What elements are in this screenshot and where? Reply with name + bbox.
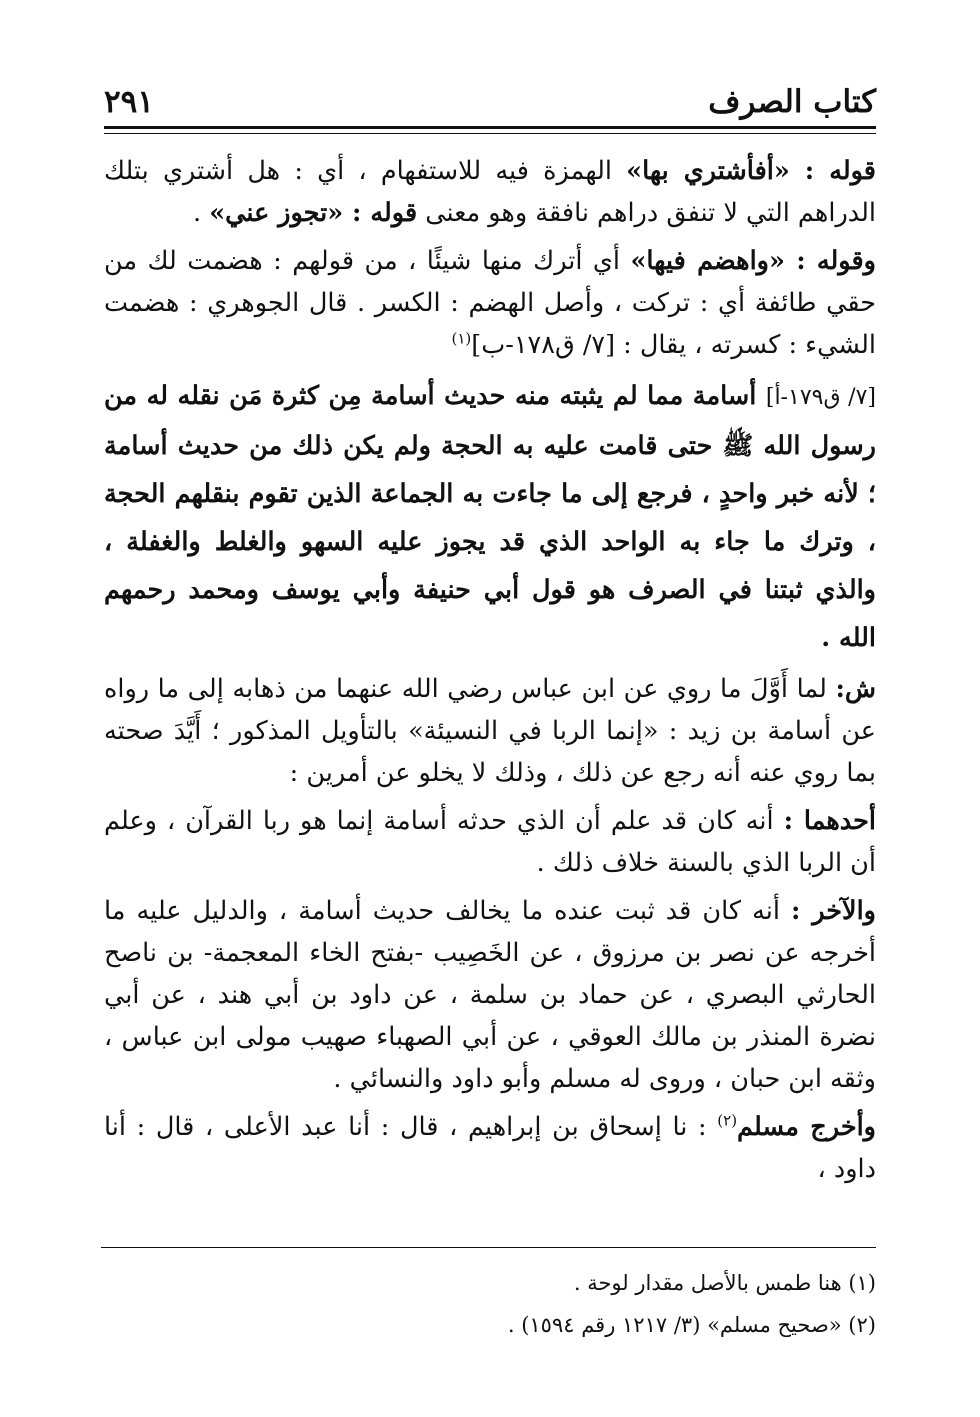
paragraph-lead: والآخر : xyxy=(790,896,876,926)
paragraph-text: أي أترك منها شيئًا ، من قولهم : هضمت لك من حقي طائفة أي : تركت ، وأصل الهضم : الكسر . قال الجوهري : هضمت الشيء : كسرته ، يقال : [٧/ ق١٧٨-ب] xyxy=(104,246,876,360)
page-number: ٢٩١ xyxy=(104,84,154,120)
footnotes xyxy=(104,1262,876,1346)
paragraph-lead: وقوله : «واهضم فيها» xyxy=(630,246,876,276)
paragraph-text: الهمزة فيه للاستفهام ، أي : هل أشتري بتلك الدراهم التي لا تنفق دراهم نافقة وهو معنى xyxy=(104,156,876,228)
footnote-marker: (١) xyxy=(451,329,472,348)
paragraph-text: : نا إسحاق بن إبراهيم ، قال : أنا عبد الأعلى ، قال : أنا داود ، xyxy=(104,1112,876,1184)
footnote-rule xyxy=(101,1247,876,1248)
header-rule-thick xyxy=(104,126,876,129)
paragraph-2 xyxy=(104,240,876,366)
paragraph-1 xyxy=(104,150,876,234)
paragraph-4 xyxy=(104,668,876,794)
page-header xyxy=(104,72,876,118)
paragraph-text: أنه كان قد ثبت عنده ما يخالف حديث أسامة ، والدليل عليه ما أخرجه عن نصر بن مرزوق ، عن الخَصِيب -بفتح الخاء المعجمة- بن ناصح الحارثي البصري ، عن حماد بن سلمة ، عن داود بن أبي هند ، عن أبي نضرة المنذر بن مالك العوقي ، عن أبي الصهباء صهيب مولى ابن عباس ، وثقه ابن حبان ، وروى له مسلم وأبو داود والنسائي . xyxy=(104,896,876,1094)
paragraph-lead: قوله : «أفأشتري بها» xyxy=(626,156,876,186)
paragraph-text: أنه كان قد علم أن الذي حدثه أسامة إنما هو ربا القرآن ، وعلم أن الربا الذي بالسنة خلاف ذلك . xyxy=(104,806,876,878)
paragraph-5 xyxy=(104,800,876,884)
paragraph-6 xyxy=(104,890,876,1100)
paragraph-tail: . xyxy=(192,198,210,228)
paragraph-text: أسامة مما لم يثبته منه حديث أسامة مِن كثرة مَن نقله له من رسول الله ﷺ حتى قامت عليه به الحجة ولم يكن ذلك من حديث أسامة ؛ لأنه خبر واحدٍ ، فرجع إلى ما جاءت به الجماعة الذين تقوم بنقلهم الحجة ، وترك ما جاء به الواحد الذي قد يجوز عليه السهو والغلط والغفلة ، والذي ثبتنا في الصرف هو قول أبي حنيفة وأبي يوسف ومحمد رحمهم الله . xyxy=(104,381,876,653)
footnote-marker: (٢) xyxy=(717,1111,738,1130)
paragraph-3 xyxy=(104,372,876,662)
paragraph-lead: أحدهما : xyxy=(783,806,877,836)
paragraph-text: لما أَوَّلَ ما روي عن ابن عباس رضي الله عنهما من ذهابه إلى ما رواه عن أسامة بن زيد : «إنما الربا في النسيئة» بالتأويل المذكور ؛ أَيَّدَ صحته بما روي عنه أنه رجع عن ذلك ، وذلك لا يخلو عن أمرين : xyxy=(104,674,876,788)
manuscript-ref: [٧/ ق١٧٩-أ] xyxy=(765,385,876,410)
paragraph-tail-bold: قوله : «تجوز عني» xyxy=(209,198,418,228)
paragraph-lead: وأخرج مسلم xyxy=(737,1112,876,1142)
running-title: كتاب الصرف xyxy=(708,84,876,120)
main-text xyxy=(104,150,876,1196)
footnote-1: (١) هنا طمس بالأصل مقدار لوحة . xyxy=(573,1271,876,1295)
header-rule-thin xyxy=(104,133,876,134)
paragraph-lead: ش: xyxy=(835,674,876,704)
footnote-2: (٢) «صحيح مسلم» (٣/ ١٢١٧ رقم ١٥٩٤) . xyxy=(507,1313,876,1337)
paragraph-7 xyxy=(104,1106,876,1190)
